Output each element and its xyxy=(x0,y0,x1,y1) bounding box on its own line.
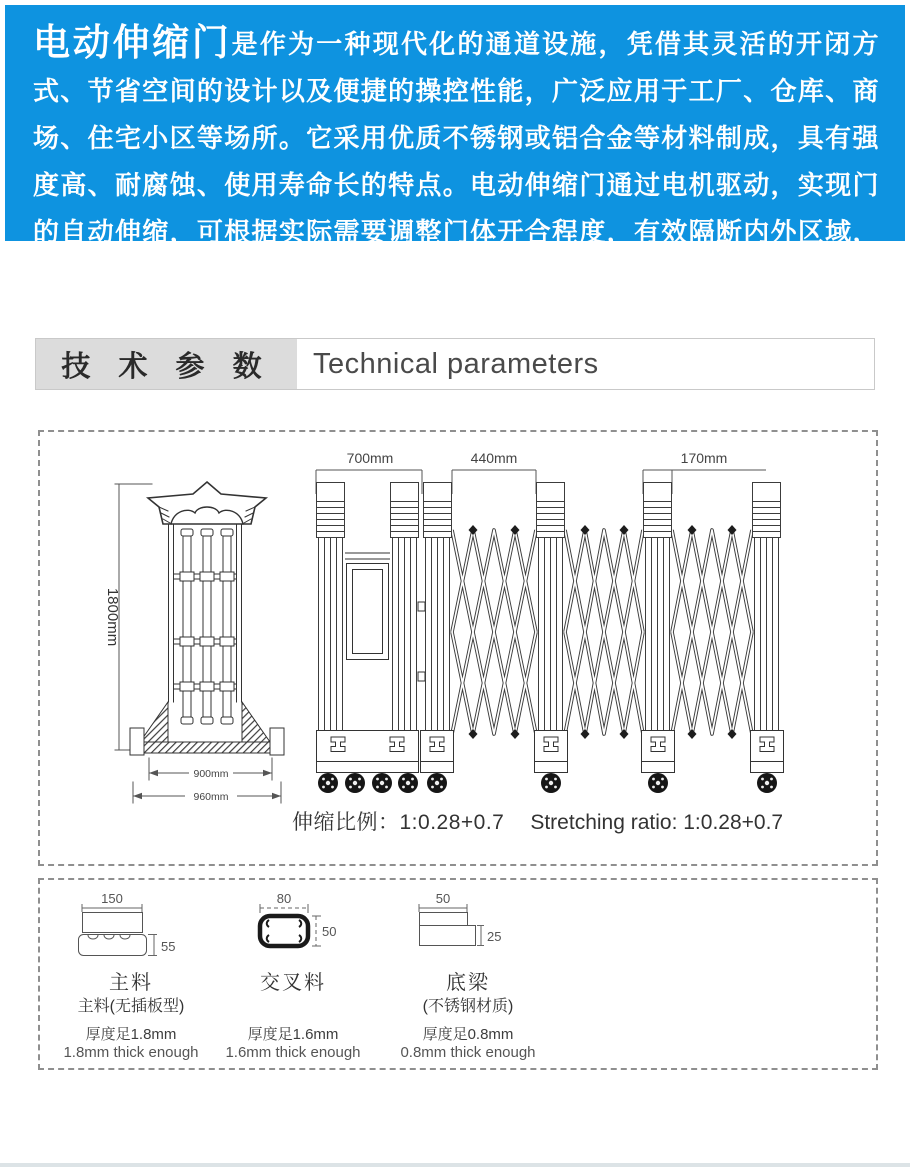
technical-drawing-panel xyxy=(38,430,878,866)
profile-name: 主料 xyxy=(109,972,153,994)
intro-banner xyxy=(5,5,905,294)
profile-subtitle: (不锈钢材质) xyxy=(422,998,514,1015)
profile-cross-height-label: 50 xyxy=(322,924,337,939)
profile-main-height-label: 55 xyxy=(161,939,176,954)
intro-paragraph xyxy=(33,21,879,305)
profile-beam-width-label: 50 xyxy=(435,892,451,906)
profile-subtitle: 主料(无插板型) xyxy=(77,998,185,1015)
profile-cross-width-label: 80 xyxy=(276,892,292,906)
bottom-beam-section-diagram xyxy=(393,892,543,964)
dim-base-inner-label: 900mm xyxy=(193,768,229,780)
profile-card-main xyxy=(46,892,216,1061)
profile-name: 底梁 xyxy=(446,972,490,994)
profile-thickness-en: 1.6mm thick enough xyxy=(225,1044,361,1061)
profile-subtitle xyxy=(208,995,378,1019)
gate-front-view xyxy=(104,482,284,803)
profile-thickness-cn: 厚度足1.8mm xyxy=(85,1026,177,1043)
section-title-en: Technical parameters xyxy=(313,347,599,380)
product-title: 电动伸缩门 xyxy=(33,22,232,63)
scissor-lattice xyxy=(452,525,752,739)
dim-170-label: 170mm xyxy=(680,450,728,466)
dim-440-label: 440mm xyxy=(470,450,518,466)
stretch-ratio-line xyxy=(292,806,783,836)
profile-card-bottom-beam xyxy=(378,892,558,1061)
profiles-panel xyxy=(38,878,878,1070)
profile-thickness-cn: 厚度足0.8mm xyxy=(422,1026,514,1043)
profile-thickness-en: 1.8mm thick enough xyxy=(63,1044,199,1061)
dim-700-label: 700mm xyxy=(346,450,394,466)
gate-technical-drawing xyxy=(40,432,874,862)
product-description: 是作为一种现代化的通道设施，凭借其灵活的开闭方式、节省空间的设计以及便捷的操控性能，广泛应用于工厂、仓库、商场、住宅小区等场所。它采用优质不锈钢或铝合金等材料制成，具有强度高、耐腐蚀、使用寿命长的特点。电动伸缩门通过电机驱动，实现门的自动伸缩，可根据实际需要调整门体开合程度，有效隔断内外区域，保障安全。 xyxy=(33,29,879,294)
motor-carriage xyxy=(317,731,419,794)
gate-side-view xyxy=(316,450,784,793)
profile-thickness-cn: 厚度足1.6mm xyxy=(247,1026,339,1043)
section-header-bar xyxy=(35,338,875,390)
section-title-cn: 技 术 参 数 xyxy=(36,339,297,389)
profile-main-width-label: 150 xyxy=(101,892,123,906)
stretch-ratio-en: Stretching ratio: 1:0.28+0.7 xyxy=(530,811,784,834)
profile-thickness-en: 0.8mm thick enough xyxy=(400,1044,536,1061)
dim-base-outer-label: 960mm xyxy=(193,791,229,803)
cross-profile-section-diagram xyxy=(218,892,368,964)
post-carriages xyxy=(421,731,784,794)
profile-beam-height-label: 25 xyxy=(487,929,502,944)
bottom-divider xyxy=(0,1163,910,1167)
stretch-ratio-cn: 伸缩比例：1:0.28+0.7 xyxy=(292,811,505,834)
main-profile-section-diagram xyxy=(56,892,206,964)
dim-height-label: 1800mm xyxy=(104,587,121,647)
profile-name: 交叉料 xyxy=(260,972,326,994)
profile-card-cross xyxy=(208,892,378,1061)
